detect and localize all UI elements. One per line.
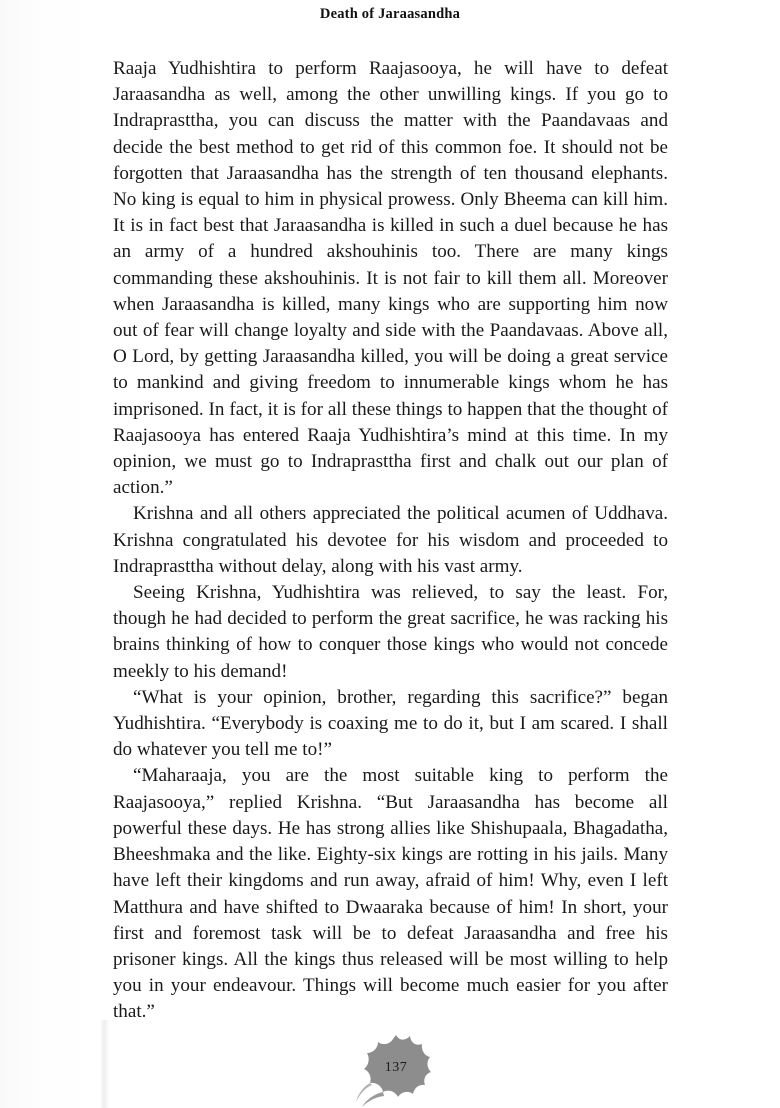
- scan-edge-bottom: [100, 1020, 110, 1108]
- paragraph: Seeing Krishna, Yudhishtira was relieved, to say the least. For, though he had decided to perform the great sacrifice, he was racking his brains thinking of how to conquer those kings who would not concede meekly to his demand!: [113, 582, 668, 682]
- scan-edge-left: [0, 0, 112, 1108]
- paragraph: Krishna and all others appreciated the political acumen of Uddhava. Krishna congratulated his devotee for his wisdom and proceeded to Indraprasttha without delay, along with his vast army.: [113, 503, 668, 577]
- running-header: Death of Jaraasandha: [319, 6, 461, 22]
- paragraph: “What is your opinion, brother, regarding this sacrifice?” began Yudhishtira. “Everybody is coaxing me to do it, but I am scared. I shall do whatever you tell me to!”: [113, 686, 668, 761]
- paragraph: Raaja Yudhishtira to perform Raajasooya, he will have to defeat Jaraasandha as well, among the other unwilling kings. If you go to Indraprasttha, you can discuss the matter with the Paandavaas and decide the best method to get rid of this common foe. It should not be forgotten that Jaraasandha has the strength of ten thousand elephants. No king is equal to him in physical prowess. Only Bheema can kill him. It is in fact best that Jaraasandha is killed in such a duel because he has an army of a hundred akshouhinis too. There are many kings commanding these akshouhinis. It is not fair to kill them all. Moreover when Jaraasandha is killed, many kings who are supporting him now out of fear will change loyalty and side with the Paandavaas. Above all, O Lord, by getting Jaraasandha killed, you will be doing a great service to mankind and giving freedom to innumerable kings whom he has imprisoned. In fact, it is for all these things to happen that the thought of Raajasooya has entered Raaja Yudhishtira’s mind at this time. In my opinion, we must go to Indraprasttha first and chalk out our plan of action.”: [113, 58, 668, 499]
- paragraph: “Maharaaja, you are the most suitable king to perform the Raajasooya,” replied Krishna. “But Jaraasandha has become all powerful these days. He has strong allies like Shishupaala, Bhagadatha, Bheeshmaka and the like. Eighty-six kings are rotting in his jails. Many have left their kingdoms and run away, afraid of him! Why, even I left Matthura and have shifted to Dwaaraka because of him! In short, your first and foremost task will be to defeat Jaraasandha and free his prisoner kings. All the kings thus released will be most willing to help you in your endeavour. Things will become much easier for you after that.”: [113, 765, 668, 1023]
- body-text-block: [113, 56, 668, 1026]
- page-number: 137: [384, 1060, 408, 1075]
- page-folio: [350, 1030, 442, 1108]
